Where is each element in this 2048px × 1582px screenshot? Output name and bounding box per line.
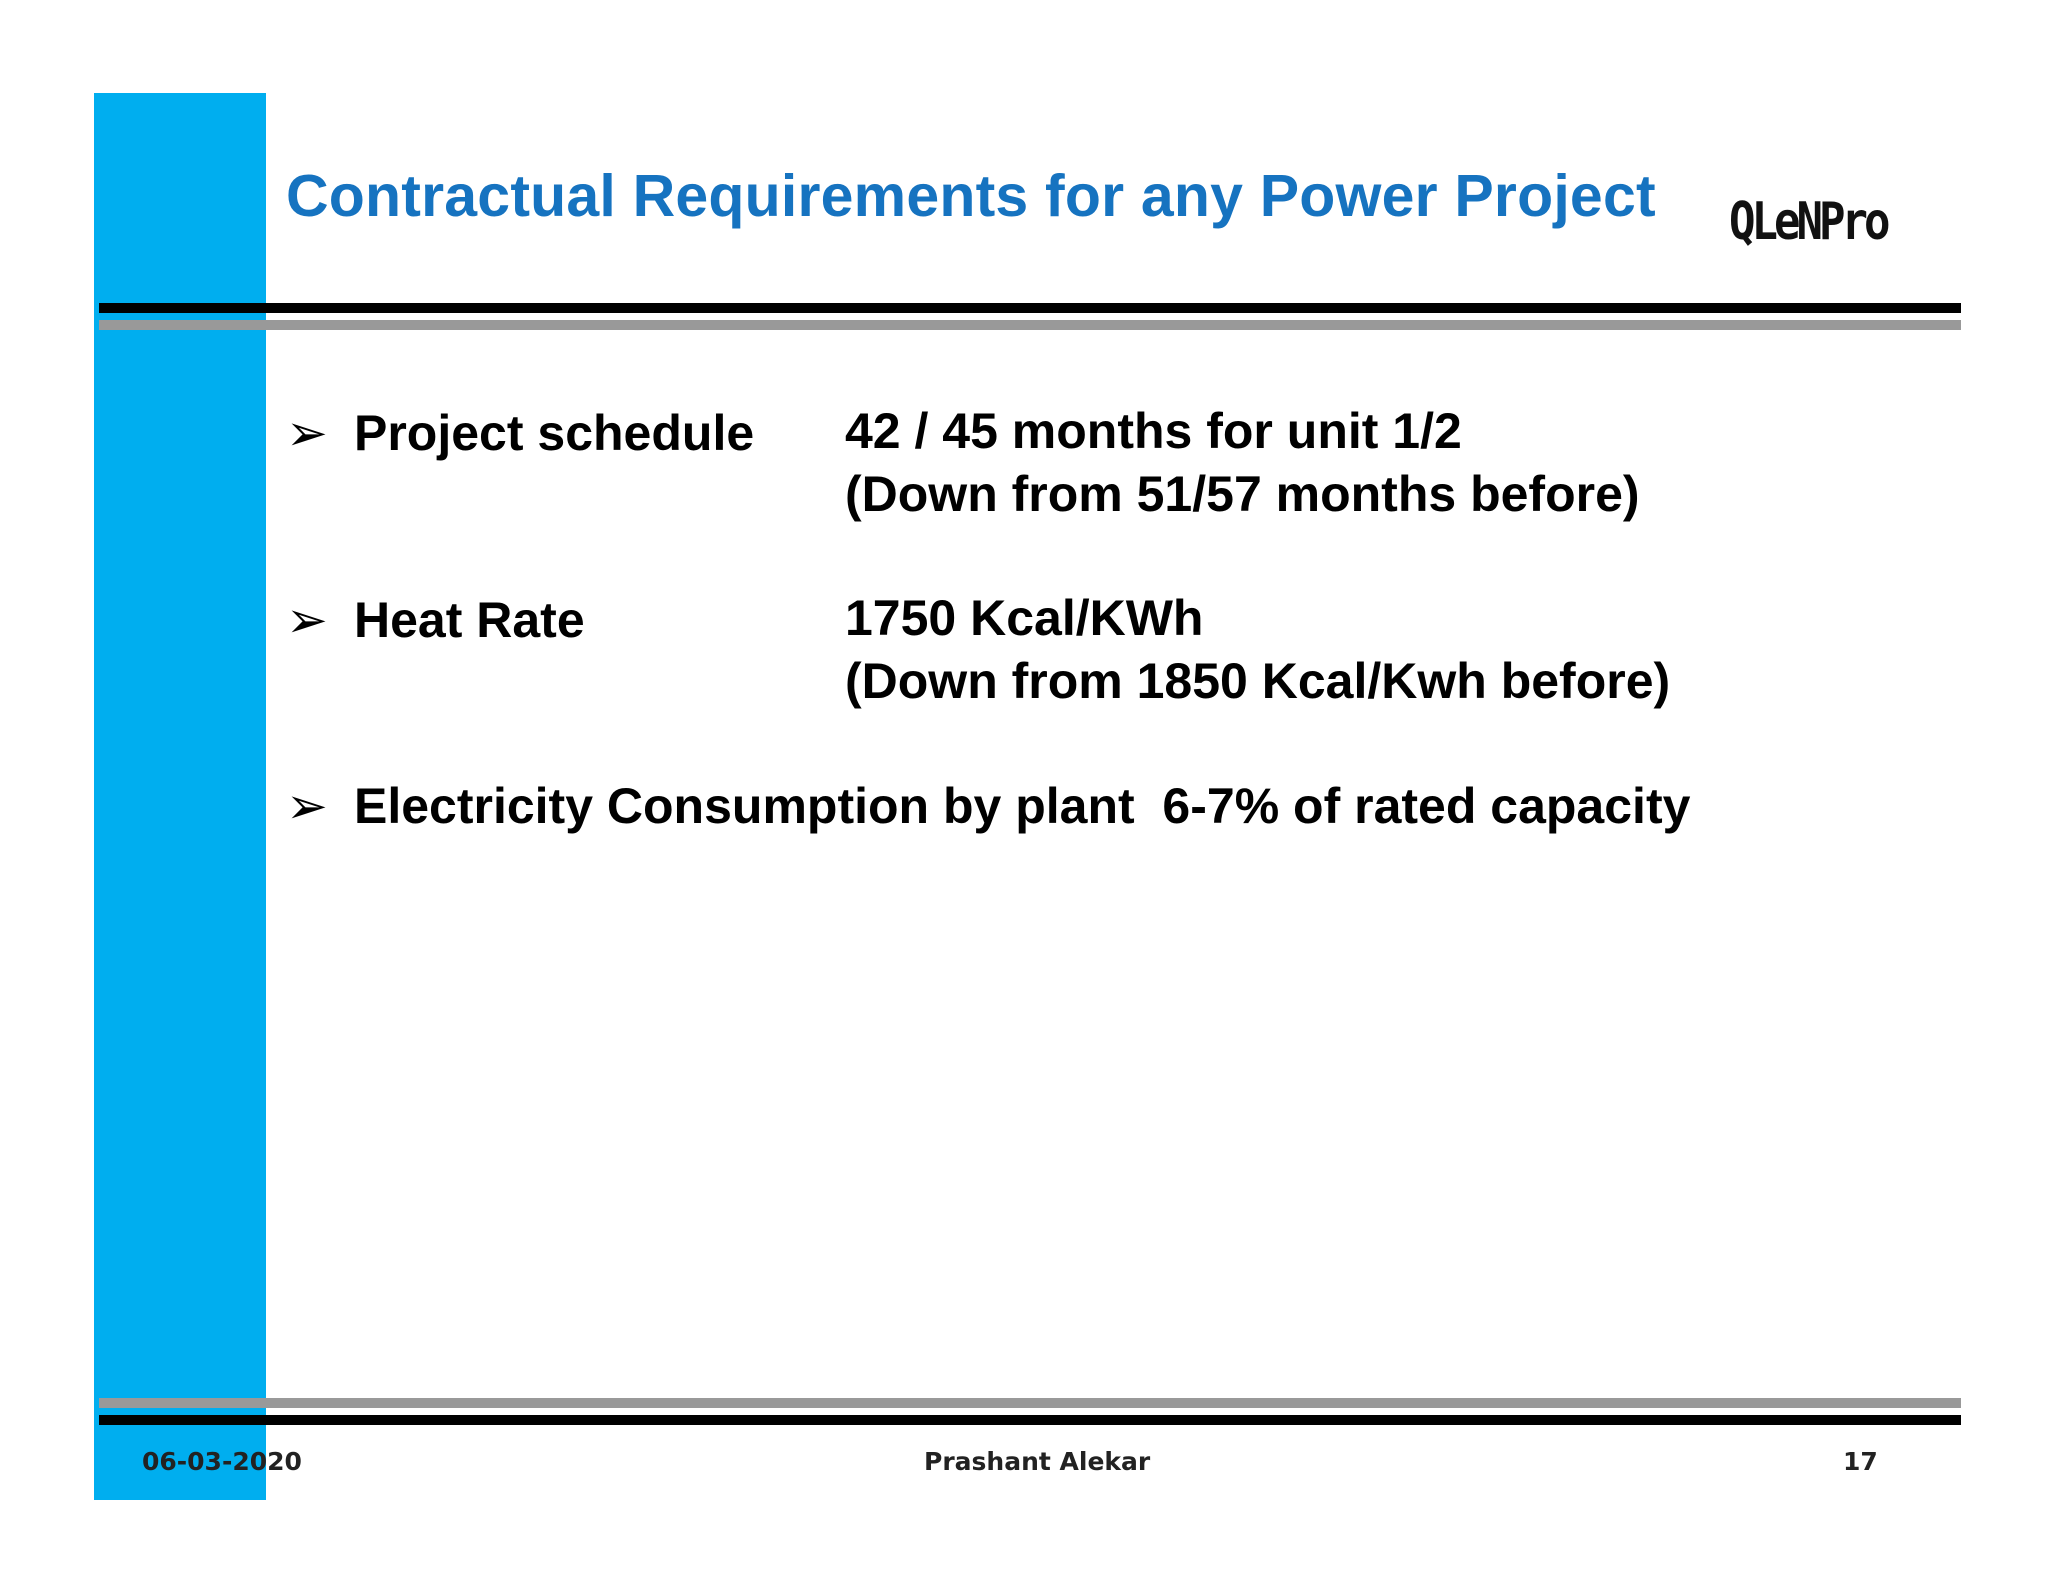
footer-author: Prashant Alekar [924,1447,1151,1476]
qlenpro-logo: QLeNPro [1729,192,1887,253]
project-schedule-value-line-2: (Down from 51/57 months before) [845,466,1640,522]
bullet-arrow-icon: ➢ [286,404,328,462]
bottom-divider-black [99,1415,1961,1425]
electricity-consumption-text: Electricity Consumption by plant 6-7% of rated capacity [354,778,1691,834]
heat-rate-value-line-2: (Down from 1850 Kcal/Kwh before) [845,653,1671,709]
slide-title: Contractual Requirements for any Power Project [286,163,1656,229]
heat-rate-value [845,587,1670,713]
project-schedule-value-line-1: 42 / 45 months for unit 1/2 [845,403,1462,459]
bullet-arrow-icon: ➢ [286,777,328,835]
top-divider-gray [99,320,1961,330]
top-divider-black [99,303,1961,313]
bullet-arrow-icon: ➢ [286,591,328,649]
heat-rate-label: Heat Rate [354,592,585,648]
footer-date: 06-03-2020 [142,1447,302,1476]
project-schedule-label: Project schedule [354,405,755,461]
heat-rate-value-line-1: 1750 Kcal/KWh [845,590,1204,646]
bottom-divider-gray [99,1398,1961,1408]
footer-page-number: 17 [1843,1447,1878,1476]
project-schedule-value [845,400,1640,526]
